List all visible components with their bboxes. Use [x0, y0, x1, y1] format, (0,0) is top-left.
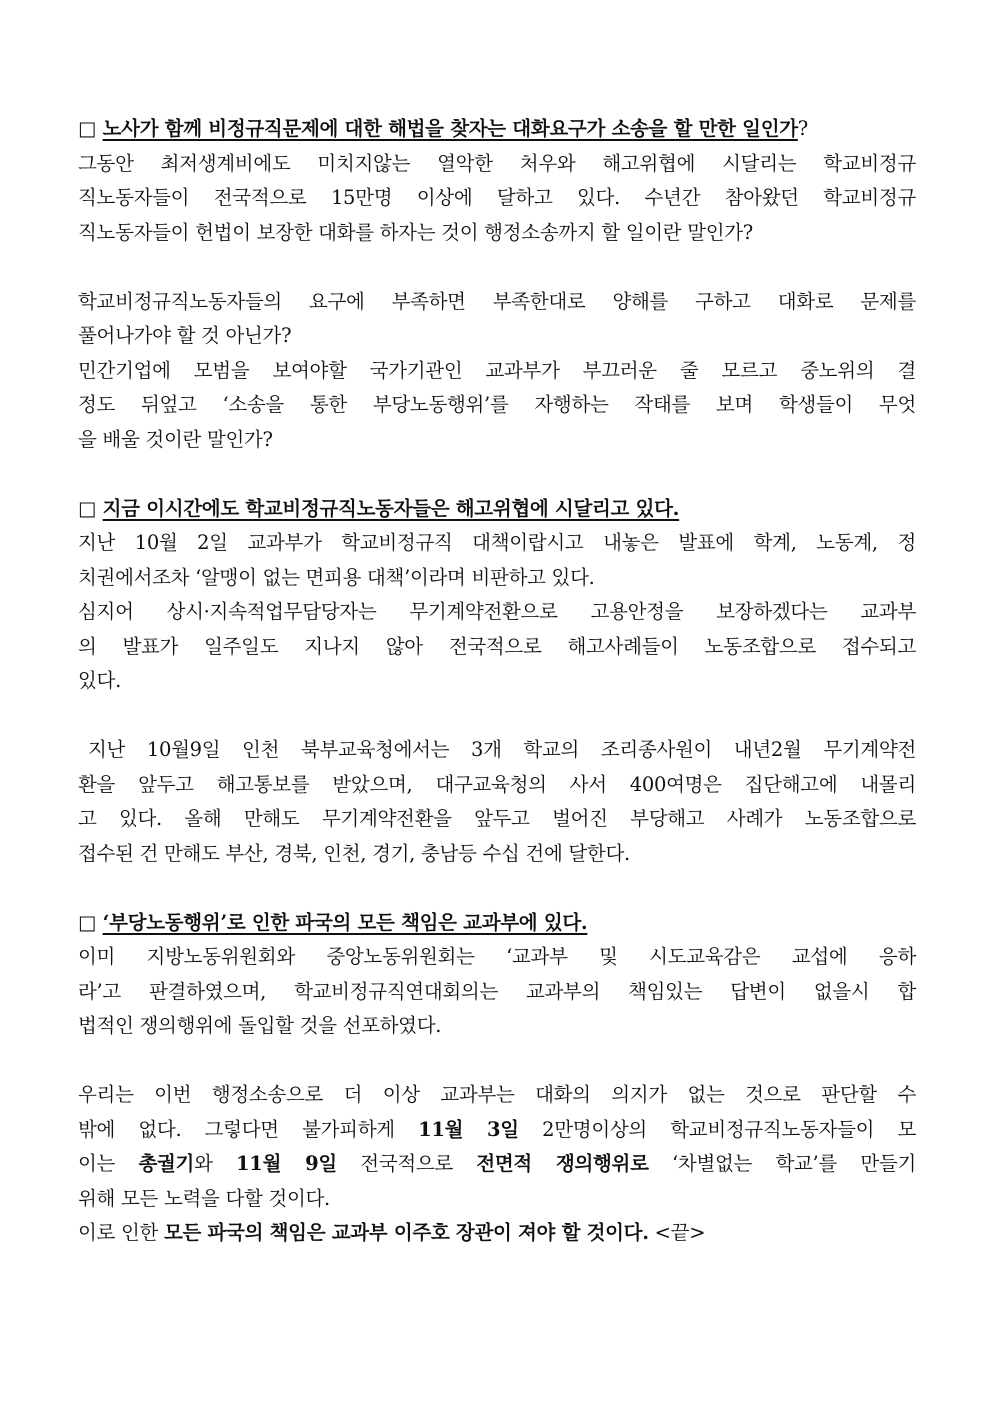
bold-text: 모든 파국의 책임은 교과부 이주호 장관이 져야 할 것이다. — [163, 1221, 649, 1244]
paragraph-line: 풀어나가야 할 것 아닌가? — [78, 324, 292, 347]
text-run: ‘차별없는 학교’를 만들기 — [648, 1152, 916, 1175]
checkbox-square-icon: □ — [78, 117, 97, 140]
section-heading-2-text: 지금 이시간에도 학교비정규직노동자들은 해고위협에 시달리고 있다. — [102, 496, 680, 520]
bold-date: 11월 3일 — [418, 1117, 519, 1141]
paragraph-line: 정도 뒤엎고 ‘소송을 통한 부당노동행위’를 자행하는 작태를 보며 학생들이 무엇 — [78, 393, 916, 416]
paragraph-line: 법적인 쟁의행위에 돌입할 것을 선포하였다. — [78, 1014, 442, 1037]
paragraph-line: 지난 10월9일 인천 북부교육청에서는 3개 학교의 조리종사원이 내년2월 무기계약전 — [88, 738, 916, 761]
section-heading-1-tail: ? — [797, 117, 808, 140]
paragraph-line: 환을 앞두고 해고통보를 받았으며, 대구교육청의 사서 400여명은 집단해고에 내몰리 — [78, 772, 916, 796]
paragraph-line: 라’고 판결하였으며, 학교비정규직연대회의는 교과부의 책임있는 답변이 없을시 합 — [78, 979, 916, 1003]
paragraph-line: 직노동자들이 헌법이 보장한 대화를 하자는 것이 행정소송까지 할 일이란 말인가? — [78, 220, 753, 244]
paragraph-line: 지난 10월 2일 교과부가 학교비정규직 대책이랍시고 내놓은 발표에 학계, 노동계, 정 — [78, 531, 916, 554]
paragraph-line: 을 배울 것이란 말인가? — [78, 427, 273, 451]
section-heading-1 — [78, 112, 916, 147]
bold-text: 총궐기 — [138, 1152, 195, 1175]
paragraph-line: 의 발표가 일주일도 지나지 않아 전국적으로 해고사례들이 노동조합으로 접수되고 — [78, 634, 916, 658]
paragraph-line: 학교비정규직노동자들의 요구에 부족하면 부족한대로 양해를 구하고 대화로 문제를 — [78, 289, 916, 313]
text-run: 이는 — [78, 1152, 139, 1175]
paragraph-line: 접수된 건 만해도 부산, 경북, 인천, 경기, 충남등 수십 건에 달한다. — [78, 841, 630, 865]
paragraph-line: 우리는 이번 행정소송으로 더 이상 교과부는 대화의 의지가 없는 것으로 판단할 수 — [78, 1083, 916, 1106]
paragraph-line: 위해 모든 노력을 다할 것이다. — [78, 1186, 330, 1210]
checkbox-square-icon: □ — [78, 496, 97, 520]
paragraph-line: 직노동자들이 전국적으로 15만명 이상에 달하고 있다. 수년간 참아왔던 학교비정규 — [78, 186, 916, 209]
section-heading-2 — [78, 492, 916, 527]
paragraph-line: 심지어 상시·지속적업무담당자는 무기계약전환으로 고용안정을 보장하겠다는 교과부 — [78, 600, 916, 623]
paragraph-line: 있다. — [78, 669, 121, 692]
text-run: 와 — [194, 1152, 237, 1175]
paragraph-line — [78, 1113, 916, 1148]
text-run: 밖에 없다. 그렇다면 불가피하게 — [78, 1117, 419, 1141]
paragraph-line: 그동안 최저생계비에도 미치지않는 열악한 처우와 해고위협에 시달리는 학교비정규 — [78, 151, 916, 175]
paragraph-line: 치권에서조차 ‘알맹이 없는 면피용 대책’이라며 비판하고 있다. — [78, 565, 595, 589]
paragraph-line: 이미 지방노동위원회와 중앙노동위원회는 ‘교과부 및 시도교육감은 교섭에 응하 — [78, 945, 916, 968]
paragraph-line — [78, 1216, 916, 1251]
bold-text: 전면적 쟁의행위로 — [476, 1152, 649, 1175]
paragraph-line: 고 있다. 올해 만해도 무기계약전환을 앞두고 벌어진 부당해고 사례가 노동조합으로 — [78, 807, 916, 830]
text-run: 전국적으로 — [336, 1152, 477, 1175]
paragraph-line: 민간기업에 모범을 보여야할 국가기관인 교과부가 부끄러운 줄 모르고 중노위의 결 — [78, 358, 916, 382]
end-mark: <끝> — [648, 1221, 706, 1244]
paragraph-line — [78, 1147, 916, 1182]
document-page — [78, 112, 916, 1251]
text-run: 2만명이상의 학교비정규직노동자들이 모 — [518, 1117, 916, 1141]
section-heading-3 — [78, 906, 916, 941]
section-heading-1-text: 노사가 함께 비정규직문제에 대한 해법을 찾자는 대화요구가 소송을 할 만한 일인가 — [102, 117, 798, 140]
text-run: 이로 인한 — [78, 1221, 164, 1244]
section-heading-3-text: ‘부당노동행위’로 인한 파국의 모든 책임은 교과부에 있다. — [102, 910, 588, 934]
checkbox-square-icon: □ — [78, 910, 97, 934]
bold-date: 11월 9일 — [236, 1152, 337, 1175]
